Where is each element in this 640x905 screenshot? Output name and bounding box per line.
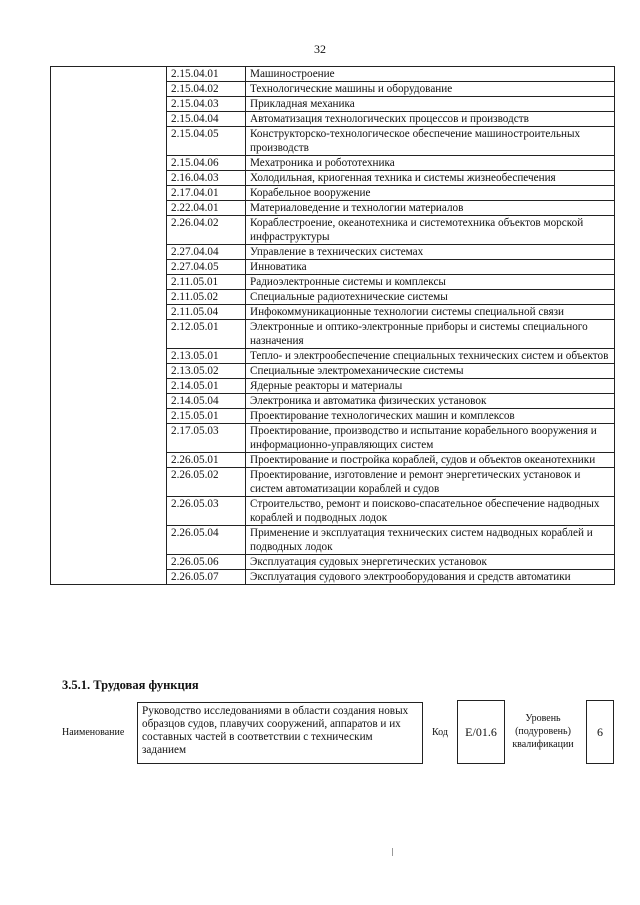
name-cell: Специальные электромеханические системы — [246, 364, 615, 379]
function-code-box: E/01.6 — [457, 700, 505, 764]
code-cell: 2.13.05.02 — [167, 364, 246, 379]
code-cell: 2.22.04.01 — [167, 201, 246, 216]
name-cell: Материаловедение и технологии материалов — [246, 201, 615, 216]
code-cell: 2.13.05.01 — [167, 349, 246, 364]
code-cell: 2.27.04.05 — [167, 260, 246, 275]
code-cell: 2.26.05.02 — [167, 468, 246, 497]
name-cell: Проектирование, производство и испытание корабельного вооружения и информационно-управляющих систем — [246, 424, 615, 453]
name-cell: Технологические машины и оборудование — [246, 82, 615, 97]
name-cell: Проектирование и постройка кораблей, судов и объектов океанотехники — [246, 453, 615, 468]
name-cell: Управление в технических системах — [246, 245, 615, 260]
code-label: Код — [432, 727, 448, 738]
name-cell: Ядерные реакторы и материалы — [246, 379, 615, 394]
name-cell: Эксплуатация судовых энергетических установок — [246, 555, 615, 570]
code-cell: 2.26.05.04 — [167, 526, 246, 555]
code-cell: 2.26.05.07 — [167, 570, 246, 585]
name-cell: Строительство, ремонт и поисково-спасательное обеспечение надводных кораблей и подводных лодок — [246, 497, 615, 526]
code-cell: 2.15.04.03 — [167, 97, 246, 112]
section-title: 3.5.1. Трудовая функция — [62, 678, 199, 692]
name-cell: Радиоэлектронные системы и комплексы — [246, 275, 615, 290]
name-cell: Применение и эксплуатация технических систем надводных кораблей и подводных лодок — [246, 526, 615, 555]
code-cell: 2.17.05.03 — [167, 424, 246, 453]
code-cell: 2.17.04.01 — [167, 186, 246, 201]
code-cell: 2.16.04.03 — [167, 171, 246, 186]
name-cell: Электронные и оптико-электронные приборы и системы специального назначения — [246, 320, 615, 349]
name-cell: Кораблестроение, океанотехника и системотехника объектов морской инфраструктуры — [246, 216, 615, 245]
code-cell: 2.15.04.06 — [167, 156, 246, 171]
code-cell: 2.12.05.01 — [167, 320, 246, 349]
page-number: 32 — [314, 42, 326, 56]
codes-table — [50, 66, 615, 585]
code-cell: 2.11.05.01 — [167, 275, 246, 290]
name-cell: Инноватика — [246, 260, 615, 275]
code-cell: 2.14.05.04 — [167, 394, 246, 409]
level-value-box: 6 — [586, 700, 614, 764]
code-cell: 2.14.05.01 — [167, 379, 246, 394]
empty-cell — [51, 67, 167, 585]
code-cell: 2.27.04.04 — [167, 245, 246, 260]
scan-mark — [392, 848, 393, 856]
table-row — [51, 67, 615, 82]
code-cell: 2.15.04.05 — [167, 127, 246, 156]
code-cell: 2.26.04.02 — [167, 216, 246, 245]
code-cell: 2.15.04.02 — [167, 82, 246, 97]
code-cell: 2.15.05.01 — [167, 409, 246, 424]
code-cell: 2.11.05.02 — [167, 290, 246, 305]
name-cell: Тепло- и электрообеспечение специальных технических систем и объектов — [246, 349, 615, 364]
function-name-box: Руководство исследованиями в области создания новых образцов судов, плавучих сооружений, аппаратов и их составных частей в соответствии с техническим заданием — [137, 702, 423, 764]
code-cell: 2.15.04.01 — [167, 67, 246, 82]
name-cell: Специальные радиотехнические системы — [246, 290, 615, 305]
code-cell: 2.26.05.03 — [167, 497, 246, 526]
code-cell: 2.11.05.04 — [167, 305, 246, 320]
name-cell: Корабельное вооружение — [246, 186, 615, 201]
name-cell: Машиностроение — [246, 67, 615, 82]
name-cell: Проектирование, изготовление и ремонт энергетических установок и систем автоматизации кораблей и судов — [246, 468, 615, 497]
name-cell: Эксплуатация судового электрооборудования и средств автоматики — [246, 570, 615, 585]
code-cell: 2.26.05.01 — [167, 453, 246, 468]
name-cell: Электроника и автоматика физических установок — [246, 394, 615, 409]
name-cell: Холодильная, криогенная техника и системы жизнеобеспечения — [246, 171, 615, 186]
name-cell: Инфокоммуникационные технологии системы специальной связи — [246, 305, 615, 320]
name-label: Наименование — [62, 727, 125, 738]
level-label: Уровень (подуровень) квалификации — [512, 713, 574, 750]
code-cell: 2.15.04.04 — [167, 112, 246, 127]
name-cell: Автоматизация технологических процессов и производств — [246, 112, 615, 127]
name-cell: Проектирование технологических машин и комплексов — [246, 409, 615, 424]
name-cell: Мехатроника и робототехника — [246, 156, 615, 171]
codes-table-body — [51, 67, 615, 585]
name-cell: Прикладная механика — [246, 97, 615, 112]
code-cell: 2.26.05.06 — [167, 555, 246, 570]
name-cell: Конструкторско-технологическое обеспечение машиностроительных производств — [246, 127, 615, 156]
